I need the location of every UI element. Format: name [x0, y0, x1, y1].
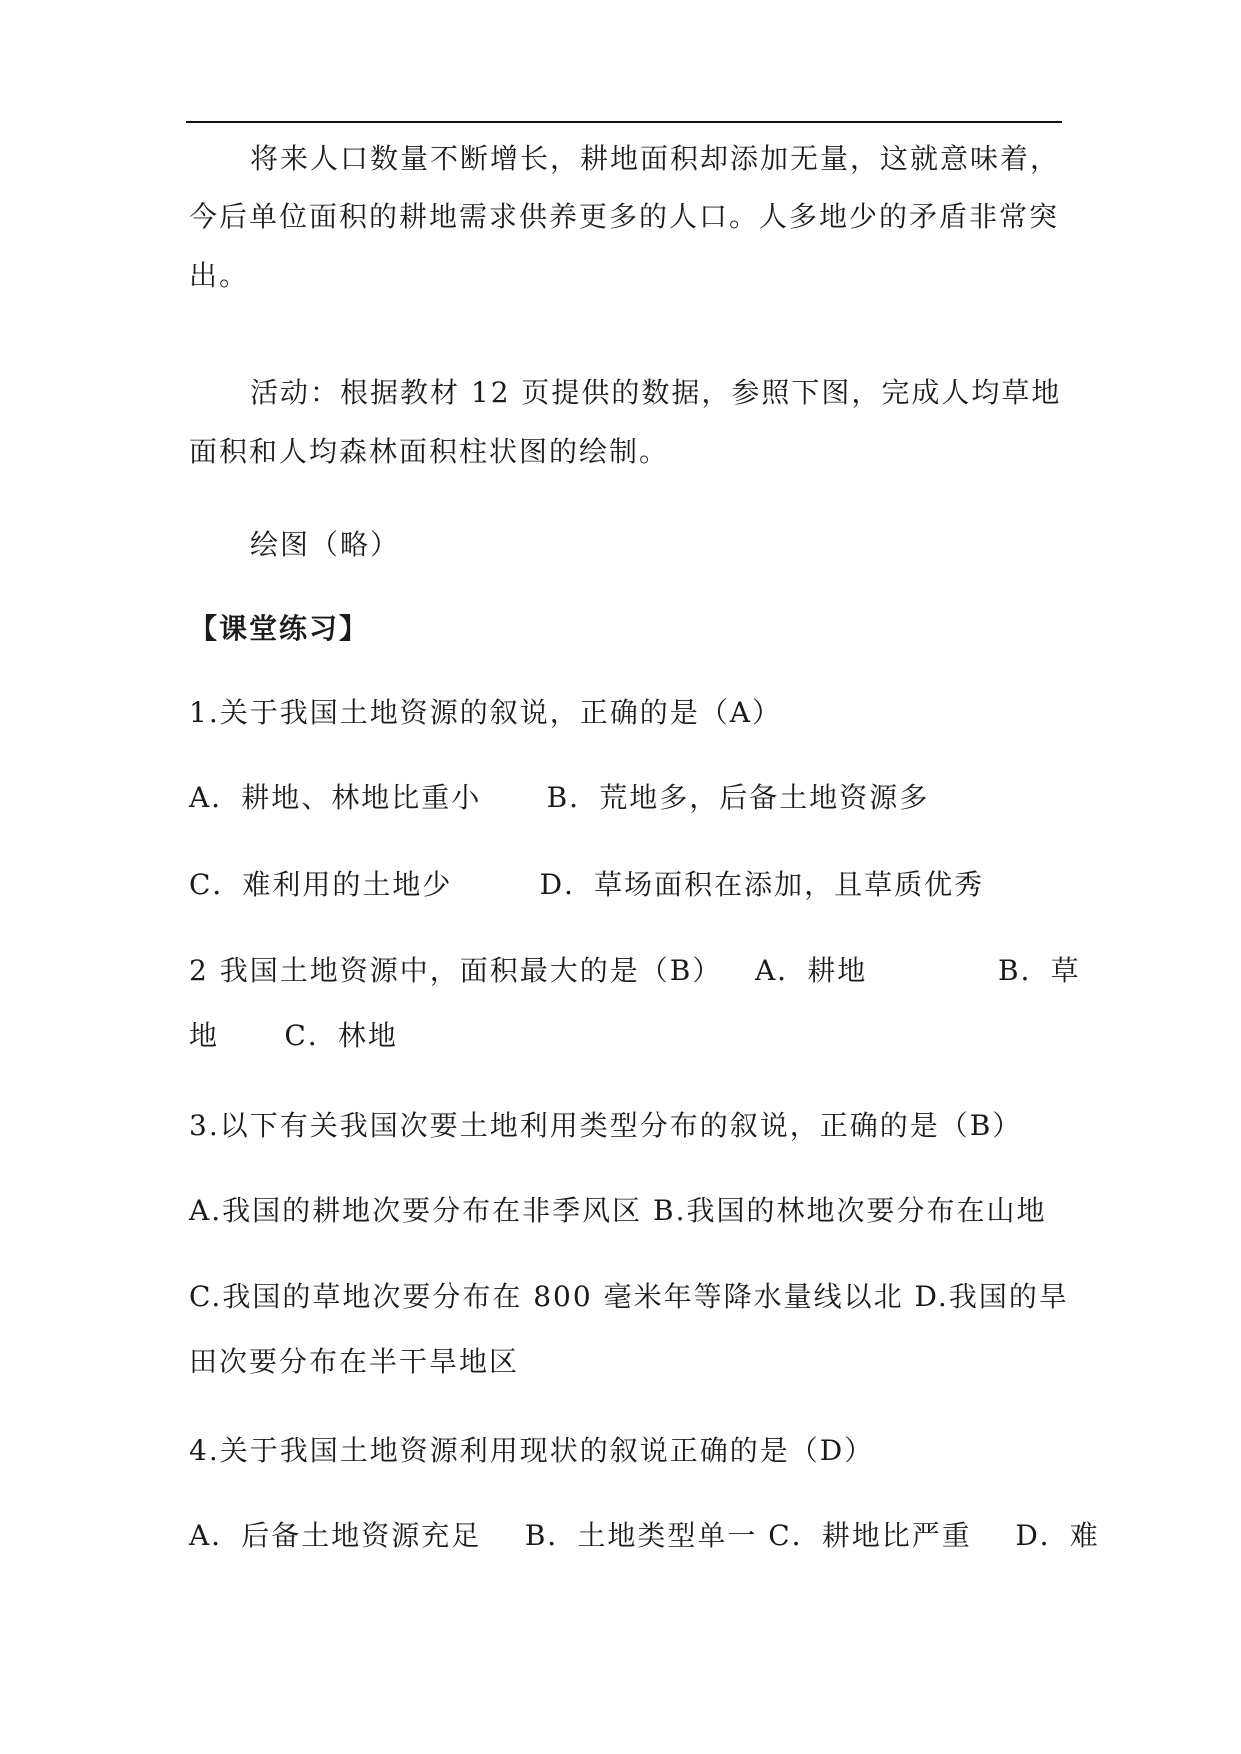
question-4-options: A．后备土地资源充足 B．土地类型单一 C．耕地比严重 D．难	[189, 1519, 1100, 1552]
question-2-line: 2 我国土地资源中，面积最大的是（B） A．耕地 B．草	[189, 954, 1081, 987]
section-title: 【课堂练习】	[189, 612, 370, 645]
question-1-stem: 1.关于我国土地资源的叙说，正确的是（A）	[189, 696, 782, 729]
drawing-note: 绘图（略）	[250, 528, 401, 561]
question-3-options: 田次要分布在半干旱地区	[189, 1345, 520, 1378]
paragraph-line: 出。	[189, 259, 250, 292]
question-3-options: A.我国的耕地次要分布在非季风区 B.我国的林地次要分布在山地	[189, 1194, 1047, 1227]
question-3-stem: 3.以下有关我国次要土地利用类型分布的叙说，正确的是（B）	[189, 1109, 1023, 1142]
question-3-options: C.我国的草地次要分布在 800 毫米年等降水量线以北 D.我国的旱	[189, 1280, 1069, 1313]
question-1-options: C．难利用的土地少 D．草场面积在添加，且草质优秀	[189, 868, 985, 901]
activity-line: 面积和人均森林面积柱状图的绘制。	[189, 435, 670, 468]
header-rule	[186, 121, 1062, 123]
question-1-options: A．耕地、林地比重小 B．荒地多，后备土地资源多	[189, 781, 930, 814]
question-2-line: 地 C．林地	[189, 1019, 398, 1052]
paragraph-line: 今后单位面积的耕地需求供养更多的人口。人多地少的矛盾非常突	[189, 200, 1060, 233]
activity-line: 活动：根据教材 12 页提供的数据，参照下图，完成人均草地	[250, 376, 1062, 409]
paragraph-line: 将来人口数量不断增长，耕地面积却添加无量，这就意味着，	[250, 142, 1061, 175]
question-4-stem: 4.关于我国土地资源利用现状的叙说正确的是（D）	[189, 1434, 875, 1467]
